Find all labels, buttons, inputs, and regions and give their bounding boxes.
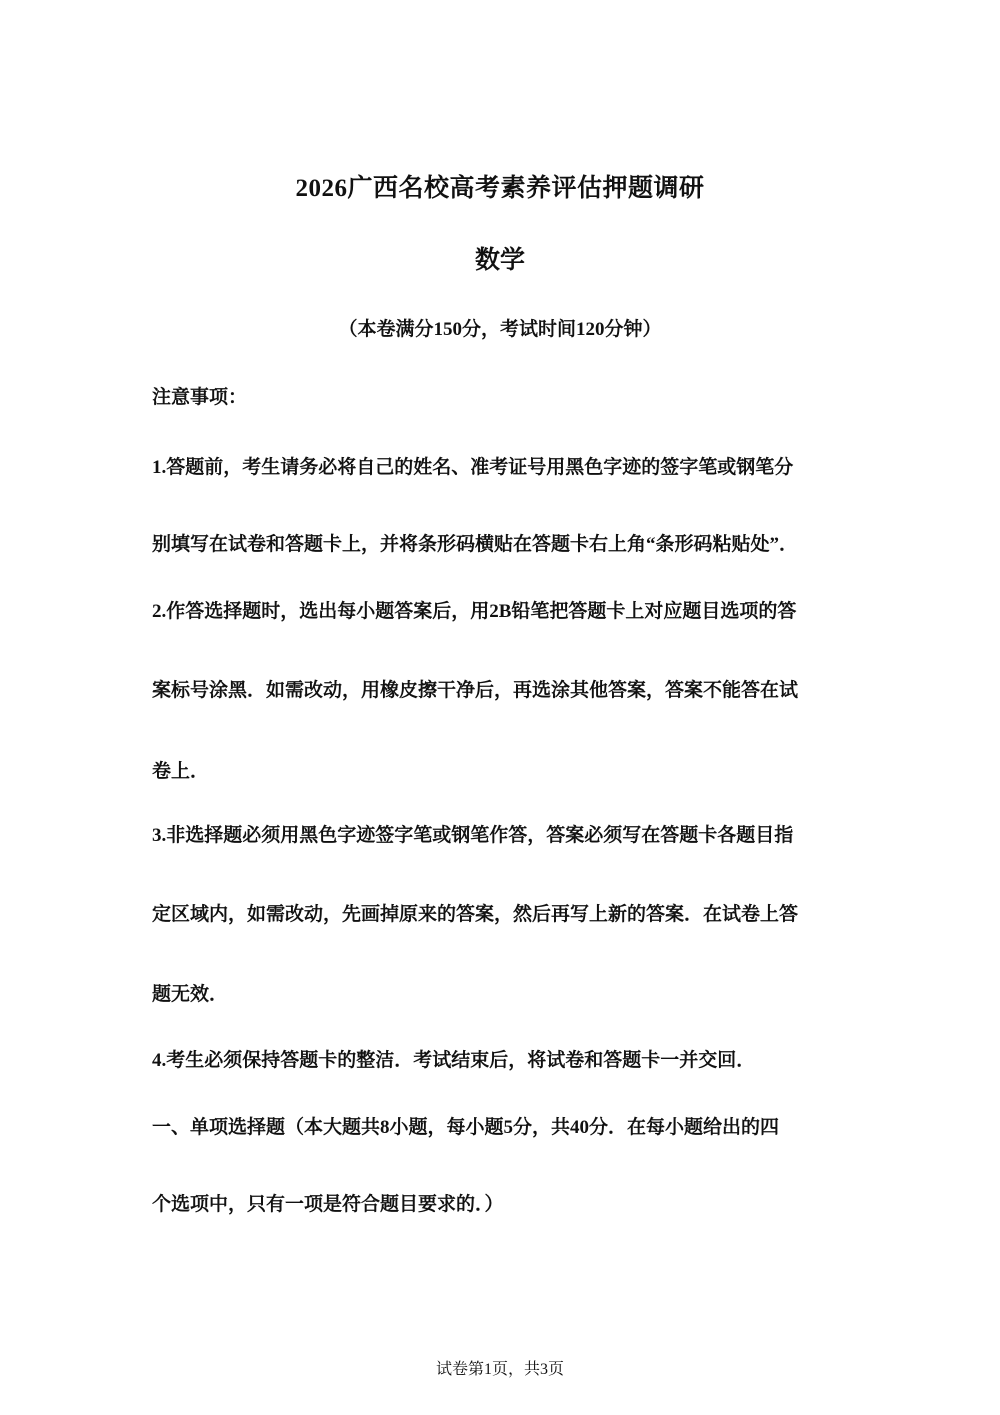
notice-line-7: 定区域内，如需改动，先画掉原来的答案，然后再写上新的答案．在试卷上答 [152,904,799,925]
notice-line-3: 2.作答选择题时，选出每小题答案后，用2B铅笔把答题卡上对应题目选项的答 [152,601,797,622]
notice-line-4: 案标号涂黑．如需改动，用橡皮擦干净后，再选涂其他答案，答案不能答在试 [152,680,799,701]
notice-line-6: 3.非选择题必须用黑色字迹签字笔或钢笔作答，答案必须写在答题卡各题目指 [152,825,794,846]
notice-line-9: 4.考生必须保持答题卡的整洁．考试结束后，将试卷和答题卡一并交回． [152,1050,756,1071]
notice-heading: 注意事项： [152,387,248,408]
section-heading-line-2: 个选项中，只有一项是符合题目要求的．） [152,1194,504,1215]
exam-title: 2026广西名校高考素养评估押题调研 [295,175,705,202]
section-heading-line-1: 一、单项选择题（本大题共8小题，每小题5分，共40分．在每小题给出的四 [152,1117,780,1138]
exam-subject: 数学 [474,247,525,274]
notice-line-8: 题无效． [152,984,229,1005]
notice-line-2: 别填写在试卷和答题卡上，并将条形码横贴在答题卡右上角“条形码粘贴处”． [152,534,799,555]
exam-info: （本卷满分150分，考试时间120分钟） [338,319,662,340]
notice-line-5: 卷上． [152,761,210,782]
notice-line-1: 1.答题前，考生请务必将自己的姓名、准考证号用黑色字迹的签字笔或钢笔分 [152,457,794,478]
page-footer: 试卷第1页，共3页 [435,1361,564,1378]
